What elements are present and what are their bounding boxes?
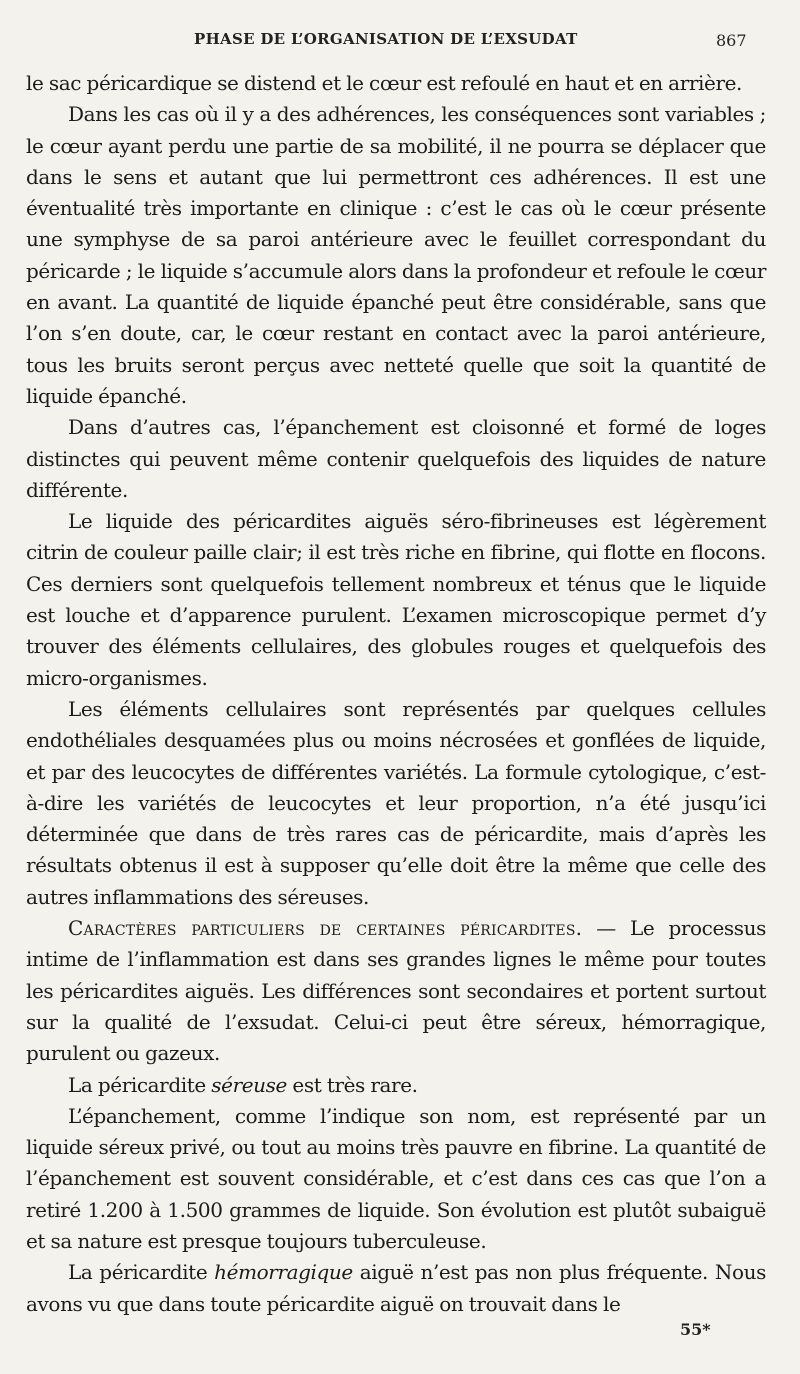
paragraph-epanchement: L’épanchement, comme l’indique son nom, est représenté par un liquide séreux privé, ou tout au moins très pauvre en fibrine. La quantité de l’épanchement est souvent considérable, et c’est dans ces cas que l’on a retiré 1.200 à 1.500 grammes de liquide. Son évolution est plutôt subaiguë et sa nature est presque toujours tuberculeuse. [26,1103,766,1253]
paragraph-sereuse [26,1070,766,1101]
paragraph-elements-cellulaires: Les éléments cellulaires sont représentés par quelques cellules endothéliales desquamées plus ou moins nécrosées et gonflées de liquide, et par des leucocytes de différentes variétés. La formule cytologique, c’est-à-dire les variétés de leucocytes et leur proportion, n’a été jusqu’ici déterminée que dans de très rares cas de péricardite, mais d’après les résultats obtenus il est à supposer qu’elle doit être la même que celle des autres inflammations des séreuses. [26,696,766,909]
sereuse-term: séreuse [211,1072,287,1097]
paragraph-adherences: Dans les cas où il y a des adhérences, les conséquences sont variables ; le cœur ayant perdu une partie de sa mobilité, il ne pourra se déplacer que dans le sens et autant que lui permettront ces adhérences. Il est une éventualité très importante en clinique : c’est le cas où le cœur présente une symphyse de sa paroi antérieure avec le feuillet correspondant du péricarde ; le liquide s’accumule alors dans la profondeur et refoule le cœur en avant. La quantité de liquide épanché peut être considérable, sans que l’on s’en doute, car, le cœur restant en contact avec la paroi antérieure, tous les bruits seront perçus avec netteté quelle que soit la quantité de liquide épanché. [26,102,766,408]
signature-mark: 55* [680,1320,711,1339]
sereuse-before: La péricardite [68,1072,212,1097]
section-heading: Caractères particuliers de certaines péricardites. [68,916,583,941]
sereuse-after: est très rare. [286,1072,418,1097]
paragraph-cloisonne: Dans d’autres cas, l’épanchement est cloisonné et formé de loges distinctes qui peuvent même contenir quelquefois des liquides de nature différente. [26,415,766,502]
paragraph-liquide: Le liquide des péricardites aiguës séro-fibrineuses est légèrement citrin de couleur paille clair; il est très riche en fibrine, qui flotte en flocons. Ces derniers sont quelquefois tellement nombreux et ténus que le liquide est louche et d’apparence purulent. L’examen microscopique permet d’y trouver des éléments cellulaires, des globules rouges et quelquefois des micro-organismes. [26,509,766,690]
section-text: — Le processus intime de l’inflammation est dans ses grandes lignes le même pour toutes les péricardites aiguës. Les différences sont secondaires et portent surtout sur la qualité de l’exsudat. Celui-ci peut être séreux, hémorragique, purulent ou gazeux. [26,916,766,1066]
paragraph-hemorragique [26,1257,766,1320]
hemorragique-after: aiguë n’est pas non plus fréquente. Nous avons vu que dans toute péricardite aiguë on trouvait dans le [26,1260,766,1316]
page-number: 867 [716,31,747,50]
body-text [26,68,766,1320]
hemorragique-before: La péricardite [68,1260,215,1285]
paragraph-caracteres [26,913,766,1069]
hemorragique-term: hémorragique [214,1260,353,1285]
running-title: PHASE DE L’ORGANISATION DE L’EXSUDAT [194,30,578,48]
paragraph-continuation: le sac péricardique se distend et le cœur est refoulé en haut et en arrière. [26,71,743,95]
running-header [0,30,800,58]
